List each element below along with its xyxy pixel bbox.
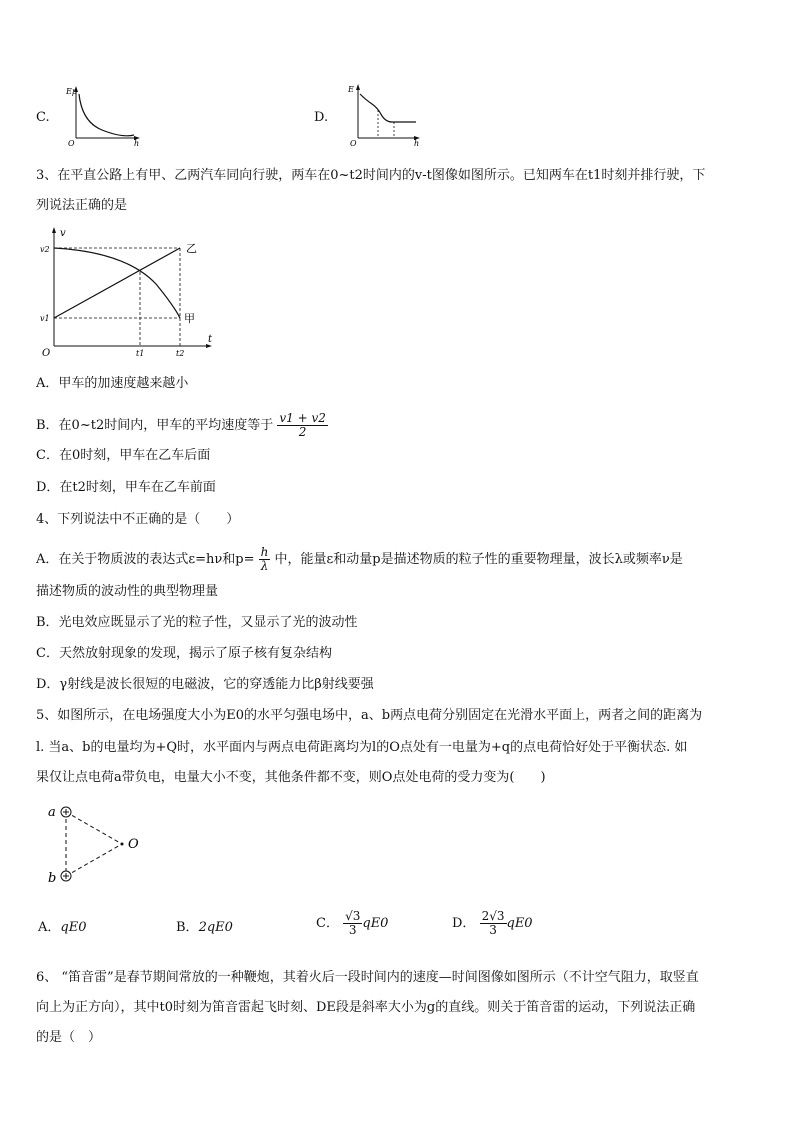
q5-label-o: O xyxy=(128,837,139,852)
q5-c-value: qE0 xyxy=(362,916,389,931)
q4-option-a-line1 xyxy=(36,546,683,573)
q5-option-b xyxy=(176,920,233,936)
q5-b-value: 2qE0 xyxy=(198,920,233,935)
graph-c-yaxis: Ep xyxy=(66,87,77,96)
q4-option-a-line2: 描述物质的波动性的典型物理量 xyxy=(36,584,219,599)
q3-stem-line2: 列说法正确的是 xyxy=(36,198,128,213)
q4-option-d: D．γ射线是波长很短的电磁波，它的穿透能力比β射线要强 xyxy=(36,677,374,692)
q5-label-b: b xyxy=(48,871,57,886)
q5-option-d xyxy=(452,910,533,937)
q5-d-label: D． xyxy=(452,916,476,931)
q3-v2-label: v2 xyxy=(40,245,50,254)
q5-d-value: qE0 xyxy=(506,916,533,931)
q4-option-c: C．天然放射现象的发现，揭示了原子核有复杂结构 xyxy=(36,646,332,661)
q5-label-a: a xyxy=(48,805,56,820)
q3-option-a: A．甲车的加速度越来越小 xyxy=(36,376,189,391)
graph-d-xaxis: h xyxy=(414,139,420,146)
q5-c-numerator: √3 xyxy=(345,909,361,923)
q3-label-jia: 甲 xyxy=(184,312,195,325)
curve-d xyxy=(360,94,416,122)
q5-charge-diagram xyxy=(42,800,152,886)
q5-d-denominator: 3 xyxy=(489,923,497,937)
q5-d-fraction xyxy=(480,910,507,937)
q3-stem-line1: 3、在平直公路上有甲、乙两汽车同向行驶，两车在0~t2时间内的v-t图像如图所示。已知两车在t1时刻并排行驶，下 xyxy=(36,168,706,183)
q3-option-d: D．在t2时刻，甲车在乙车前面 xyxy=(36,480,216,495)
q5-c-denominator: 3 xyxy=(348,923,357,937)
q5-b-label: B． xyxy=(176,920,199,935)
q3-vt-graph xyxy=(36,224,226,360)
q5-stem-line1: 5、如图所示，在电场强度大小为E0的水平匀强电场中，a、b两点电荷分别固定在光滑水平面上，两者之间的距离为 xyxy=(36,708,703,723)
q5-a-label: A． xyxy=(38,920,61,935)
q5-c-label: C． xyxy=(316,916,339,931)
graph-c-xaxis: h xyxy=(134,139,140,146)
q3-t-axis: t xyxy=(208,334,213,345)
graph-d xyxy=(344,82,424,146)
q4-a-fraction xyxy=(259,546,271,573)
line-yi xyxy=(54,248,180,318)
graph-d-origin: O xyxy=(350,139,357,146)
q4-a-pre: A．在关于物质波的表达式ε=hν和p= xyxy=(36,552,255,567)
q6-stem-line3: 的是（ ） xyxy=(36,1030,102,1045)
option-d-label: D. xyxy=(314,110,329,125)
q5-d-numerator: 2√3 xyxy=(481,909,505,923)
q4-a-denominator: λ xyxy=(260,559,269,573)
graph-d-yaxis: E xyxy=(348,85,354,94)
q3-option-b-fraction xyxy=(277,412,328,439)
q3-label-yi: 乙 xyxy=(186,242,197,255)
graph-c xyxy=(62,84,142,146)
q3-option-b-text: B．在0~t2时间内，甲车的平均速度等于 xyxy=(36,418,274,433)
q4-a-post: 中，能量ε和动量p是描述物质的粒子性的重要物理量，波长λ或频率ν是 xyxy=(274,552,683,567)
q4-stem: 4、下列说法中不正确的是（ ） xyxy=(36,512,240,527)
q3-t1-label: t1 xyxy=(136,349,145,358)
q3-v-axis: v xyxy=(60,228,66,239)
q6-stem-line2: 向上为正方向），其中t0时刻为笛音雷起飞时刻、DE段是斜率大小为g的直线。则关于笛音雷的运动，下列说法正确 xyxy=(36,1000,696,1015)
q3-option-b xyxy=(36,412,328,439)
q3-b-denominator: 2 xyxy=(298,425,307,439)
q3-v1-label: v1 xyxy=(40,314,50,323)
q3-option-c: C．在0时刻，甲车在乙车后面 xyxy=(36,448,211,463)
q5-a-value: qE0 xyxy=(60,920,87,935)
option-c-label: C. xyxy=(36,110,50,125)
q5-stem-line3: 果仅让点电荷a带负电，电量大小不变，其他条件都不变，则O点处电荷的受力变为( ) xyxy=(36,770,546,785)
graph-c-origin: O xyxy=(68,139,75,146)
q4-option-b: B．光电效应既显示了光的粒子性，又显示了光的波动性 xyxy=(36,615,358,630)
q3-b-numerator: v1 + v2 xyxy=(279,411,326,425)
curve-c xyxy=(79,94,134,136)
q5-c-fraction xyxy=(343,910,362,937)
q5-stem-line2: l. 当a、b的电量均为+Q时，水平面内与两点电荷距离均为l的O点处有一电量为+q的点电荷恰好处于平衡状态. 如 xyxy=(36,740,688,755)
q5-option-a xyxy=(38,920,86,936)
q3-t2-label: t2 xyxy=(176,349,185,358)
q3-origin: O xyxy=(42,348,51,359)
q5-option-c xyxy=(316,910,388,937)
q6-stem-line1: 6、 “笛音雷”是春节期间常放的一种鞭炮，其着火后一段时间内的速度—时间图像如图所示（不计空气阻力，取竖直 xyxy=(36,970,699,985)
q4-a-numerator: h xyxy=(260,545,269,559)
